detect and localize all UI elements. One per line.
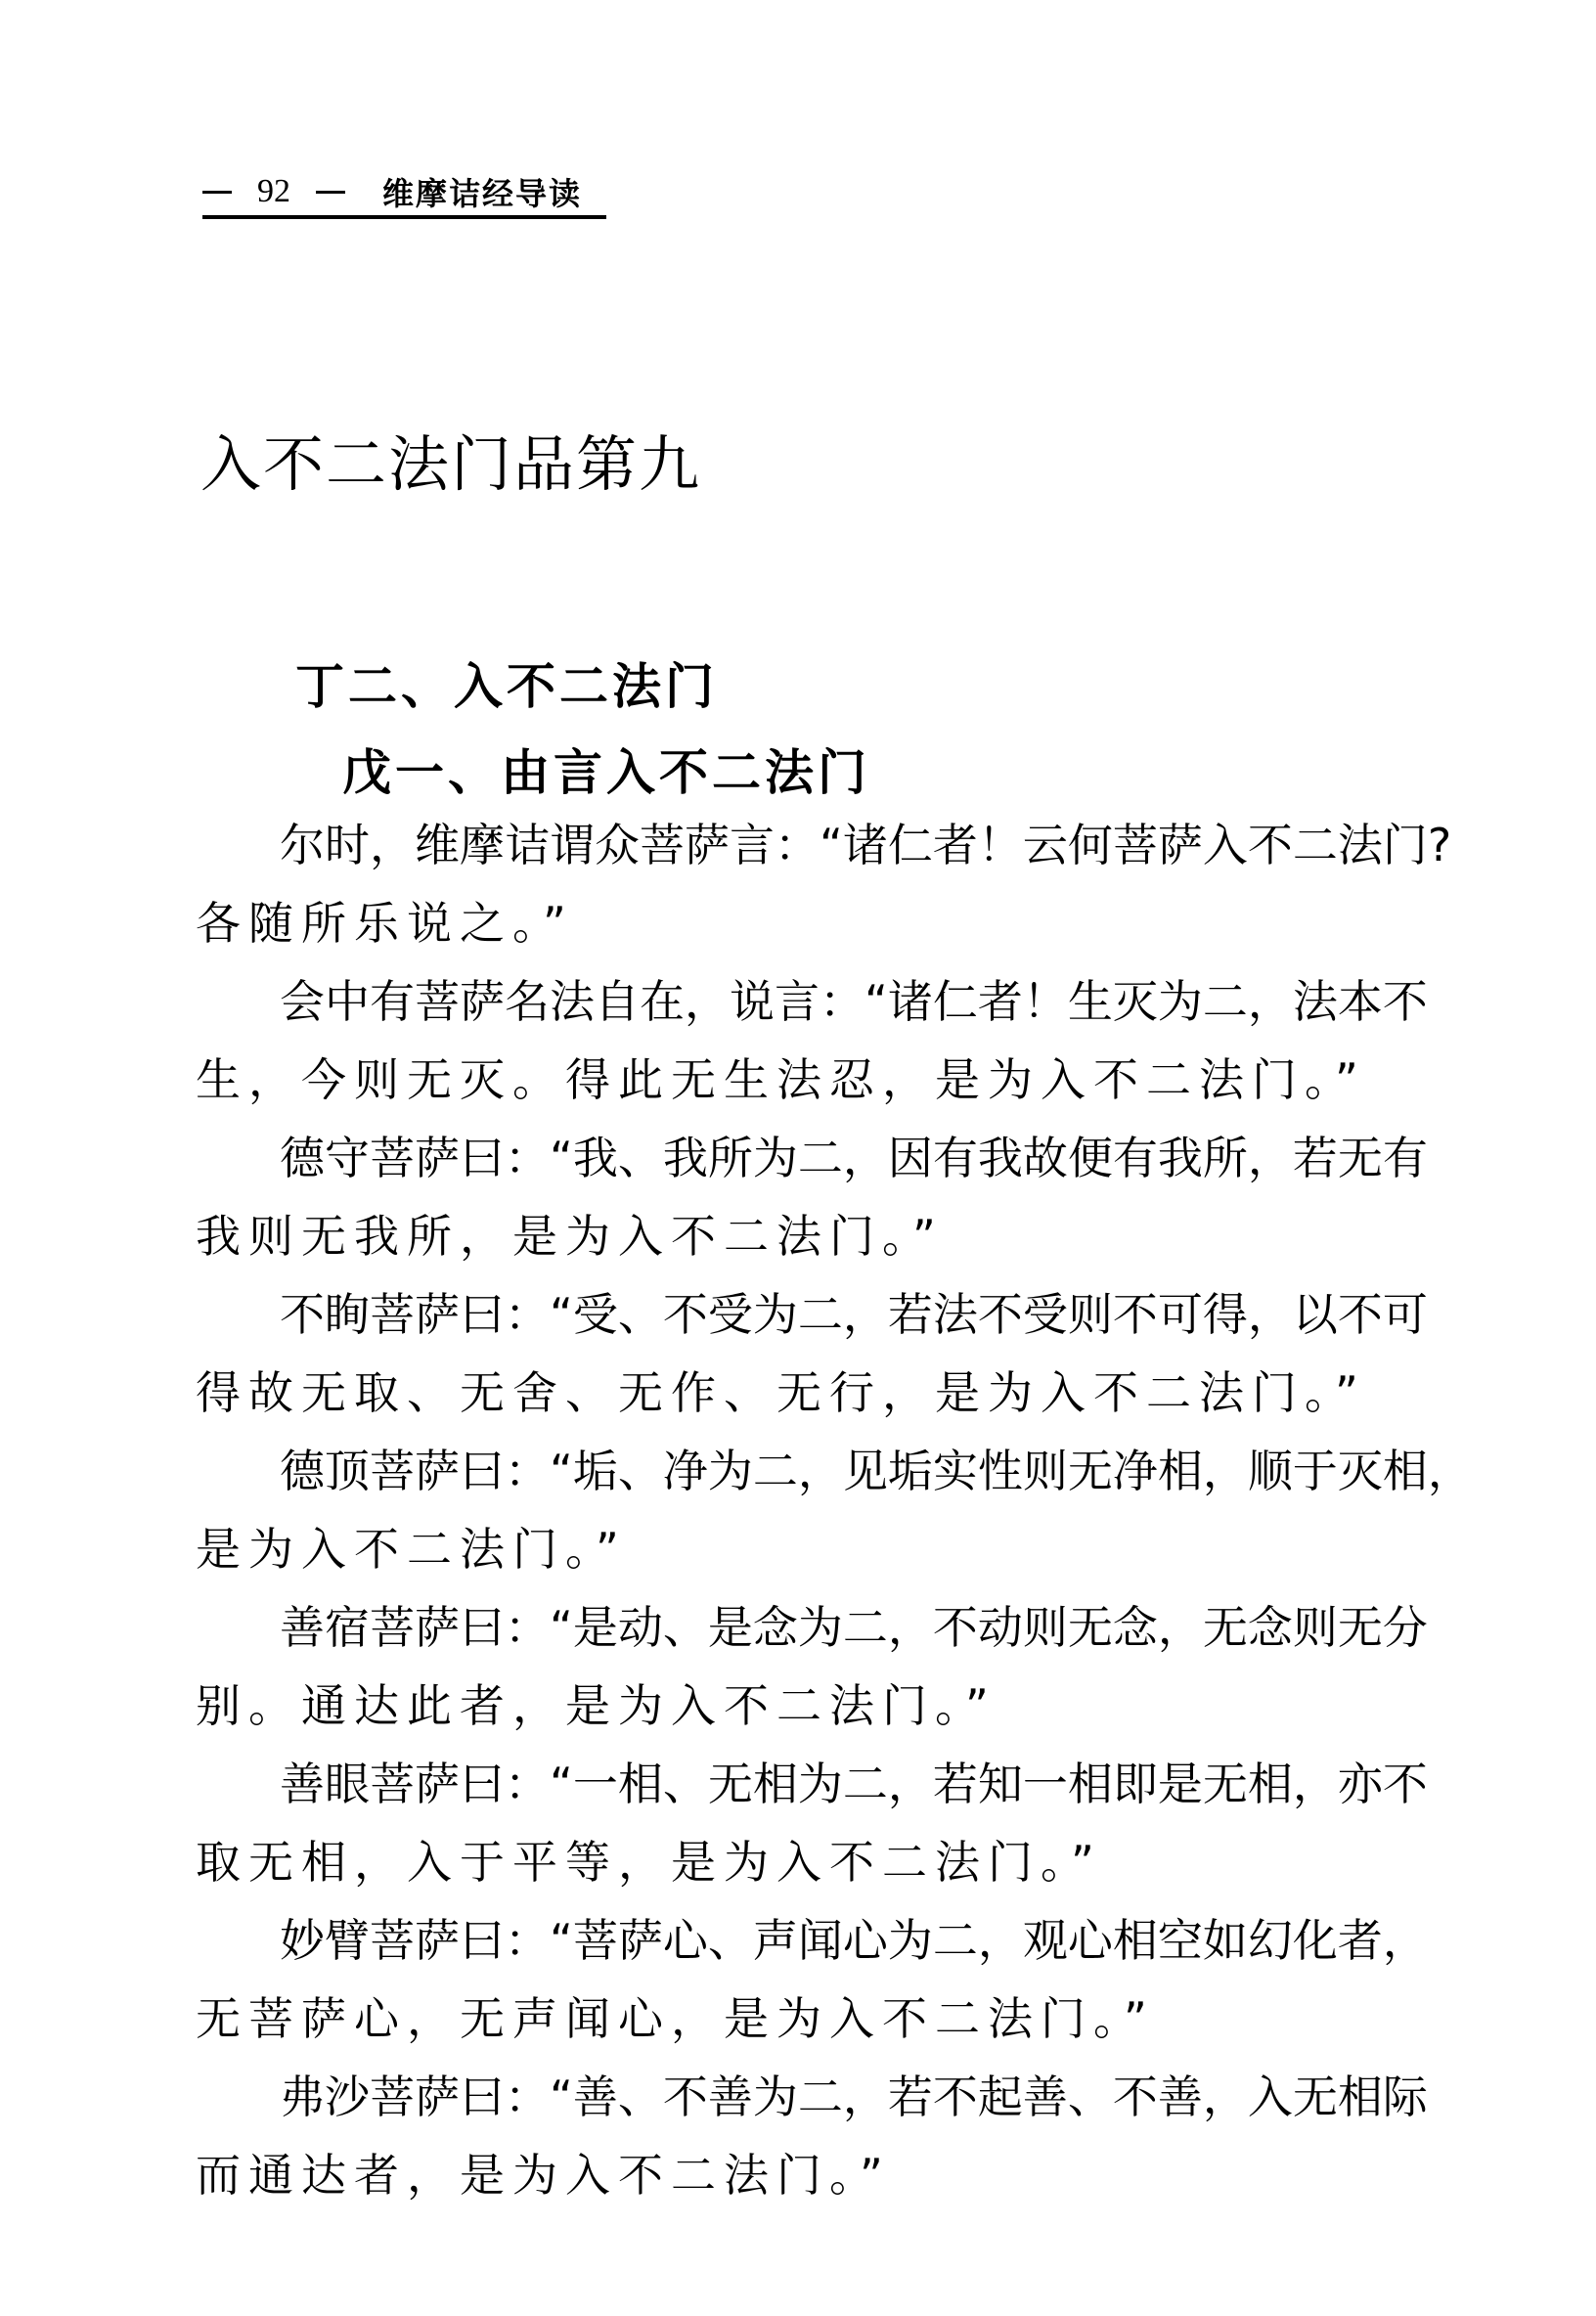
text-line: 尔时，维摩诘谓众菩萨言：“诸仁者！云何菩萨入不二法门?: [280, 819, 1452, 871]
paragraph: [196, 806, 1452, 962]
paragraph: [196, 1119, 1428, 1275]
text-line: 不眴菩萨曰：“受、不受为二，若法不受则不可得，以不可: [280, 1288, 1428, 1341]
text-line: 得故无取、无舍、无作、无行，是为入不二法门。”: [196, 1366, 1366, 1419]
text-line: 无菩萨心，无声闻心，是为入不二法门。”: [196, 1992, 1155, 2045]
text-line: 是为入不二法门。”: [196, 1523, 627, 1576]
text-line: 生，今则无灭。得此无生法忍，是为入不二法门。”: [196, 1053, 1366, 1106]
text-line: 别。通达此者，是为入不二法门。”: [196, 1679, 997, 1732]
text-line: 德守菩萨曰：“我、我所为二，因有我故便有我所，若无有: [280, 1132, 1428, 1184]
subsection-heading: 戊一、由言入不二法门: [342, 744, 870, 801]
paragraph: [196, 1275, 1428, 1432]
dash-decoration: [316, 191, 345, 194]
dash-decoration: [202, 191, 232, 194]
book-title: 维摩诘经导读: [382, 175, 583, 212]
paragraph: [196, 1745, 1428, 1901]
text-line: 会中有菩萨名法自在，说言：“诸仁者！生灭为二，法本不: [280, 975, 1428, 1028]
text-line: 各随所乐说之。”: [196, 897, 574, 950]
page-number: 92: [257, 173, 290, 209]
paragraph: [196, 1432, 1473, 1588]
text-line: 善宿菩萨曰：“是动、是念为二，不动则无念，无念则无分: [280, 1601, 1428, 1654]
body-text: [196, 806, 1473, 2214]
paragraph: [196, 962, 1428, 1119]
text-line: 我则无我所，是为入不二法门。”: [196, 1210, 944, 1263]
section-heading: 丁二、入不二法门: [295, 658, 718, 715]
paragraph: [196, 1588, 1428, 1745]
chapter-title: 入不二法门品第九: [200, 428, 702, 500]
paragraph: [196, 2058, 1428, 2214]
text-line: 而通达者，是为入不二法门。”: [196, 2149, 891, 2202]
text-line: 德顶菩萨曰：“垢、净为二，见垢实性则无净相，顺于灭相，: [280, 1445, 1473, 1497]
text-line: 弗沙菩萨曰：“善、不善为二，若不起善、不善，入无相际: [280, 2071, 1428, 2123]
text-line: 取无相，入于平等，是为入不二法门。”: [196, 1836, 1102, 1889]
running-header: [202, 168, 606, 219]
text-line: 善眼菩萨曰：“一相、无相为二，若知一相即是无相，亦不: [280, 1758, 1428, 1810]
paragraph: [196, 1901, 1428, 2058]
text-line: 妙臂菩萨曰：“菩萨心、声闻心为二，观心相空如幻化者，: [280, 1914, 1428, 1967]
